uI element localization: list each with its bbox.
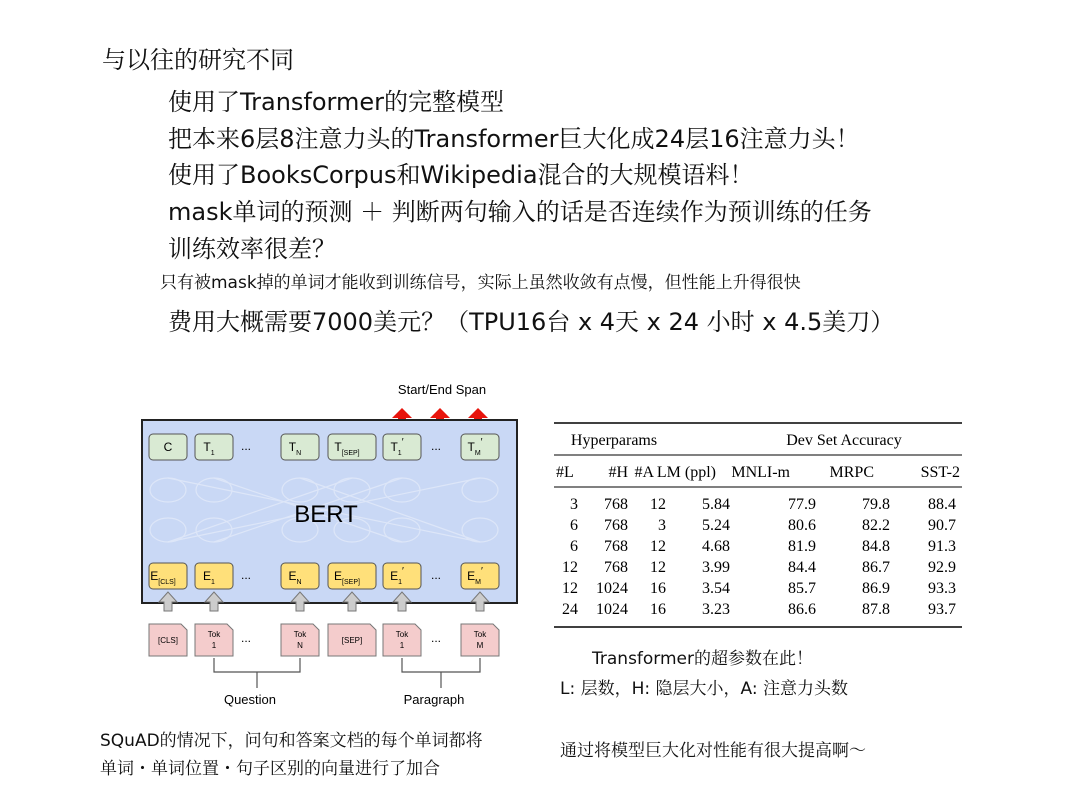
column-header: SST-2 [920, 464, 960, 481]
table-cell: 88.4 [928, 496, 956, 513]
input-token-sub: 1 [211, 641, 217, 650]
slide-title: 与以往的研究不同 [102, 46, 294, 74]
bottom-left-line-1: SQuAD的情况下，问句和答案文档的每个单词都将 [100, 731, 483, 751]
input-token-sub: N [297, 641, 303, 650]
table-cell: 93.7 [928, 601, 956, 618]
table-row [570, 496, 956, 513]
table-cell: 16 [650, 580, 666, 597]
output-token-sub: [SEP] [341, 450, 360, 457]
output-token-main: T [334, 440, 342, 454]
table-cell: 84.4 [788, 559, 816, 576]
table-row [570, 517, 956, 534]
column-header: MRPC [829, 464, 874, 481]
embedding-token-prime: ′ [402, 566, 404, 577]
embedding-token-sub: [SEP] [342, 579, 360, 586]
table-note-1: Transformer的超参数在此！ [592, 649, 814, 669]
table-cell: 79.8 [862, 496, 890, 513]
bert-diagram [130, 370, 530, 710]
table-cell: 12 [650, 559, 666, 576]
table-row [562, 601, 956, 618]
bullet-2: 把本来6层8注意力头的Transformer巨大化成24层16注意力头！ [168, 125, 860, 153]
input-token-box [461, 624, 499, 656]
ellipsis: ... [240, 439, 252, 453]
bottom-left-line-2: 单词・单词位置・句子区别的向量进行了加合 [100, 759, 440, 779]
output-token-prime: ′ [401, 437, 404, 448]
table-cell: 81.9 [788, 538, 816, 555]
output-token-main: C [163, 440, 173, 454]
output-token-main: T [288, 440, 297, 454]
input-token-box [195, 624, 233, 656]
table-cell: 768 [604, 559, 628, 576]
input-token-box [281, 624, 319, 656]
column-header: #A [634, 464, 654, 481]
table-cell: 1024 [596, 601, 628, 618]
table-cell: 93.3 [928, 580, 956, 597]
embedding-token-sub: [CLS] [158, 579, 176, 586]
table-cell: 12 [562, 559, 578, 576]
table-header [556, 464, 960, 481]
table-row [570, 538, 956, 555]
hyperparam-table [552, 415, 964, 635]
input-token-sub: 1 [399, 641, 405, 650]
input-token-label: Tok [207, 630, 221, 639]
table-cell: 92.9 [928, 559, 956, 576]
table-cell: 5.84 [702, 496, 730, 513]
ellipsis: ... [430, 439, 442, 453]
table-cell: 86.6 [788, 601, 816, 618]
embedding-token-prime: ′ [480, 566, 483, 577]
table-note-2: L: 层数，H: 隐层大小，A: 注意力头数 [560, 679, 848, 699]
table-cell: 91.3 [928, 538, 956, 555]
input-token-label: [CLS] [157, 636, 179, 645]
table-cell: 77.9 [788, 496, 816, 513]
table-cell: 87.8 [862, 601, 890, 618]
output-token-sub: 1 [210, 450, 215, 457]
bullet-3: 使用了BooksCorpus和Wikipedia混合的大规模语料！ [168, 161, 754, 189]
column-header: #L [556, 464, 574, 481]
embedding-token-sub: M [475, 579, 481, 586]
output-token-main: T [467, 440, 475, 454]
table-cell: 5.24 [702, 517, 730, 534]
table-cell: 16 [650, 601, 666, 618]
table-cell: 3 [570, 496, 578, 513]
table-cell: 12 [650, 538, 666, 555]
table-cell: 12 [562, 580, 578, 597]
input-tokens [149, 624, 499, 656]
table-cell: 6 [570, 538, 578, 555]
bracket-lines [214, 658, 480, 688]
table-cell: 6 [570, 517, 578, 534]
embedding-token-main: E [203, 569, 212, 583]
table-cell: 3 [658, 517, 666, 534]
table-cell: 3.99 [702, 559, 730, 576]
embedding-token-main: E [390, 569, 399, 583]
table-cell: 3.23 [702, 601, 730, 618]
column-header: LM (ppl) [656, 464, 716, 481]
small-note: 只有被mask掉的单词才能收到训练信号，实际上虽然收敛有点慢，但性能上升得很快 [160, 273, 801, 293]
embedding-token-sub: N [296, 579, 302, 586]
bullet-4: mask单词的预测 ＋ 判断两句输入的话是否连续作为预训练的任务 [168, 198, 872, 226]
table-cell: 86.7 [862, 559, 890, 576]
paragraph-label: Paragraph [403, 692, 465, 707]
table-row [562, 580, 956, 597]
table-cell: 86.9 [862, 580, 890, 597]
table-cell: 84.8 [862, 538, 890, 555]
embedding-token-main: E [467, 569, 476, 583]
bullet-1: 使用了Transformer的完整模型 [168, 88, 505, 116]
embedding-token-main: E [288, 569, 297, 583]
group-header-hyperparams: Hyperparams [570, 432, 658, 449]
table-cell: 4.68 [702, 538, 730, 555]
cost-line: 费用大概需要7000美元？（TPU16台 x 4天 x 24 小时 x 4.5美刀） [168, 308, 895, 336]
table-cell: 1024 [596, 580, 628, 597]
output-token-sub: N [296, 450, 302, 457]
output-token-label [164, 440, 173, 454]
bullet-5: 训练效率很差？ [168, 235, 336, 263]
output-token-sub: 1 [397, 450, 402, 457]
input-token-label: Tok [293, 630, 307, 639]
embedding-token-sub: 1 [211, 579, 215, 586]
column-header: #H [608, 464, 628, 481]
embedding-token-main: E [150, 569, 159, 583]
table-cell: 3.54 [702, 580, 730, 597]
span-label: Start/End Span [397, 382, 487, 397]
output-token-main: T [390, 440, 398, 454]
table-cell: 768 [604, 517, 628, 534]
input-token-sub: M [476, 641, 484, 650]
table-cell: 12 [650, 496, 666, 513]
table-cell: 90.7 [928, 517, 956, 534]
ellipsis: ... [240, 631, 252, 645]
table-cell: 82.2 [862, 517, 890, 534]
table-cell: 24 [562, 601, 578, 618]
table-body [562, 496, 956, 618]
table-cell: 85.7 [788, 580, 816, 597]
output-token-prime: ′ [480, 437, 483, 448]
ellipsis: ... [430, 631, 442, 645]
output-token-main: T [203, 440, 211, 454]
output-token-sub: M [474, 450, 481, 457]
ellipsis: ... [430, 568, 442, 582]
embedding-token-sub: 1 [398, 579, 403, 586]
bottom-right-note: 通过将模型巨大化对性能有很大提高啊～ [560, 741, 866, 761]
input-token-label: [SEP] [341, 636, 363, 645]
input-token-label: Tok [395, 630, 409, 639]
question-label: Question [223, 692, 277, 707]
group-header-accuracy: Dev Set Accuracy [786, 432, 902, 449]
table-cell: 768 [604, 496, 628, 513]
ellipsis: ... [240, 568, 252, 582]
column-header: MNLI-m [731, 464, 790, 481]
bert-label: BERT [294, 501, 358, 528]
input-token-label: Tok [473, 630, 487, 639]
table-row [562, 559, 956, 576]
table-cell: 80.6 [788, 517, 816, 534]
table-cell: 768 [604, 538, 628, 555]
input-token-box [383, 624, 421, 656]
embedding-token-main: E [334, 569, 343, 583]
